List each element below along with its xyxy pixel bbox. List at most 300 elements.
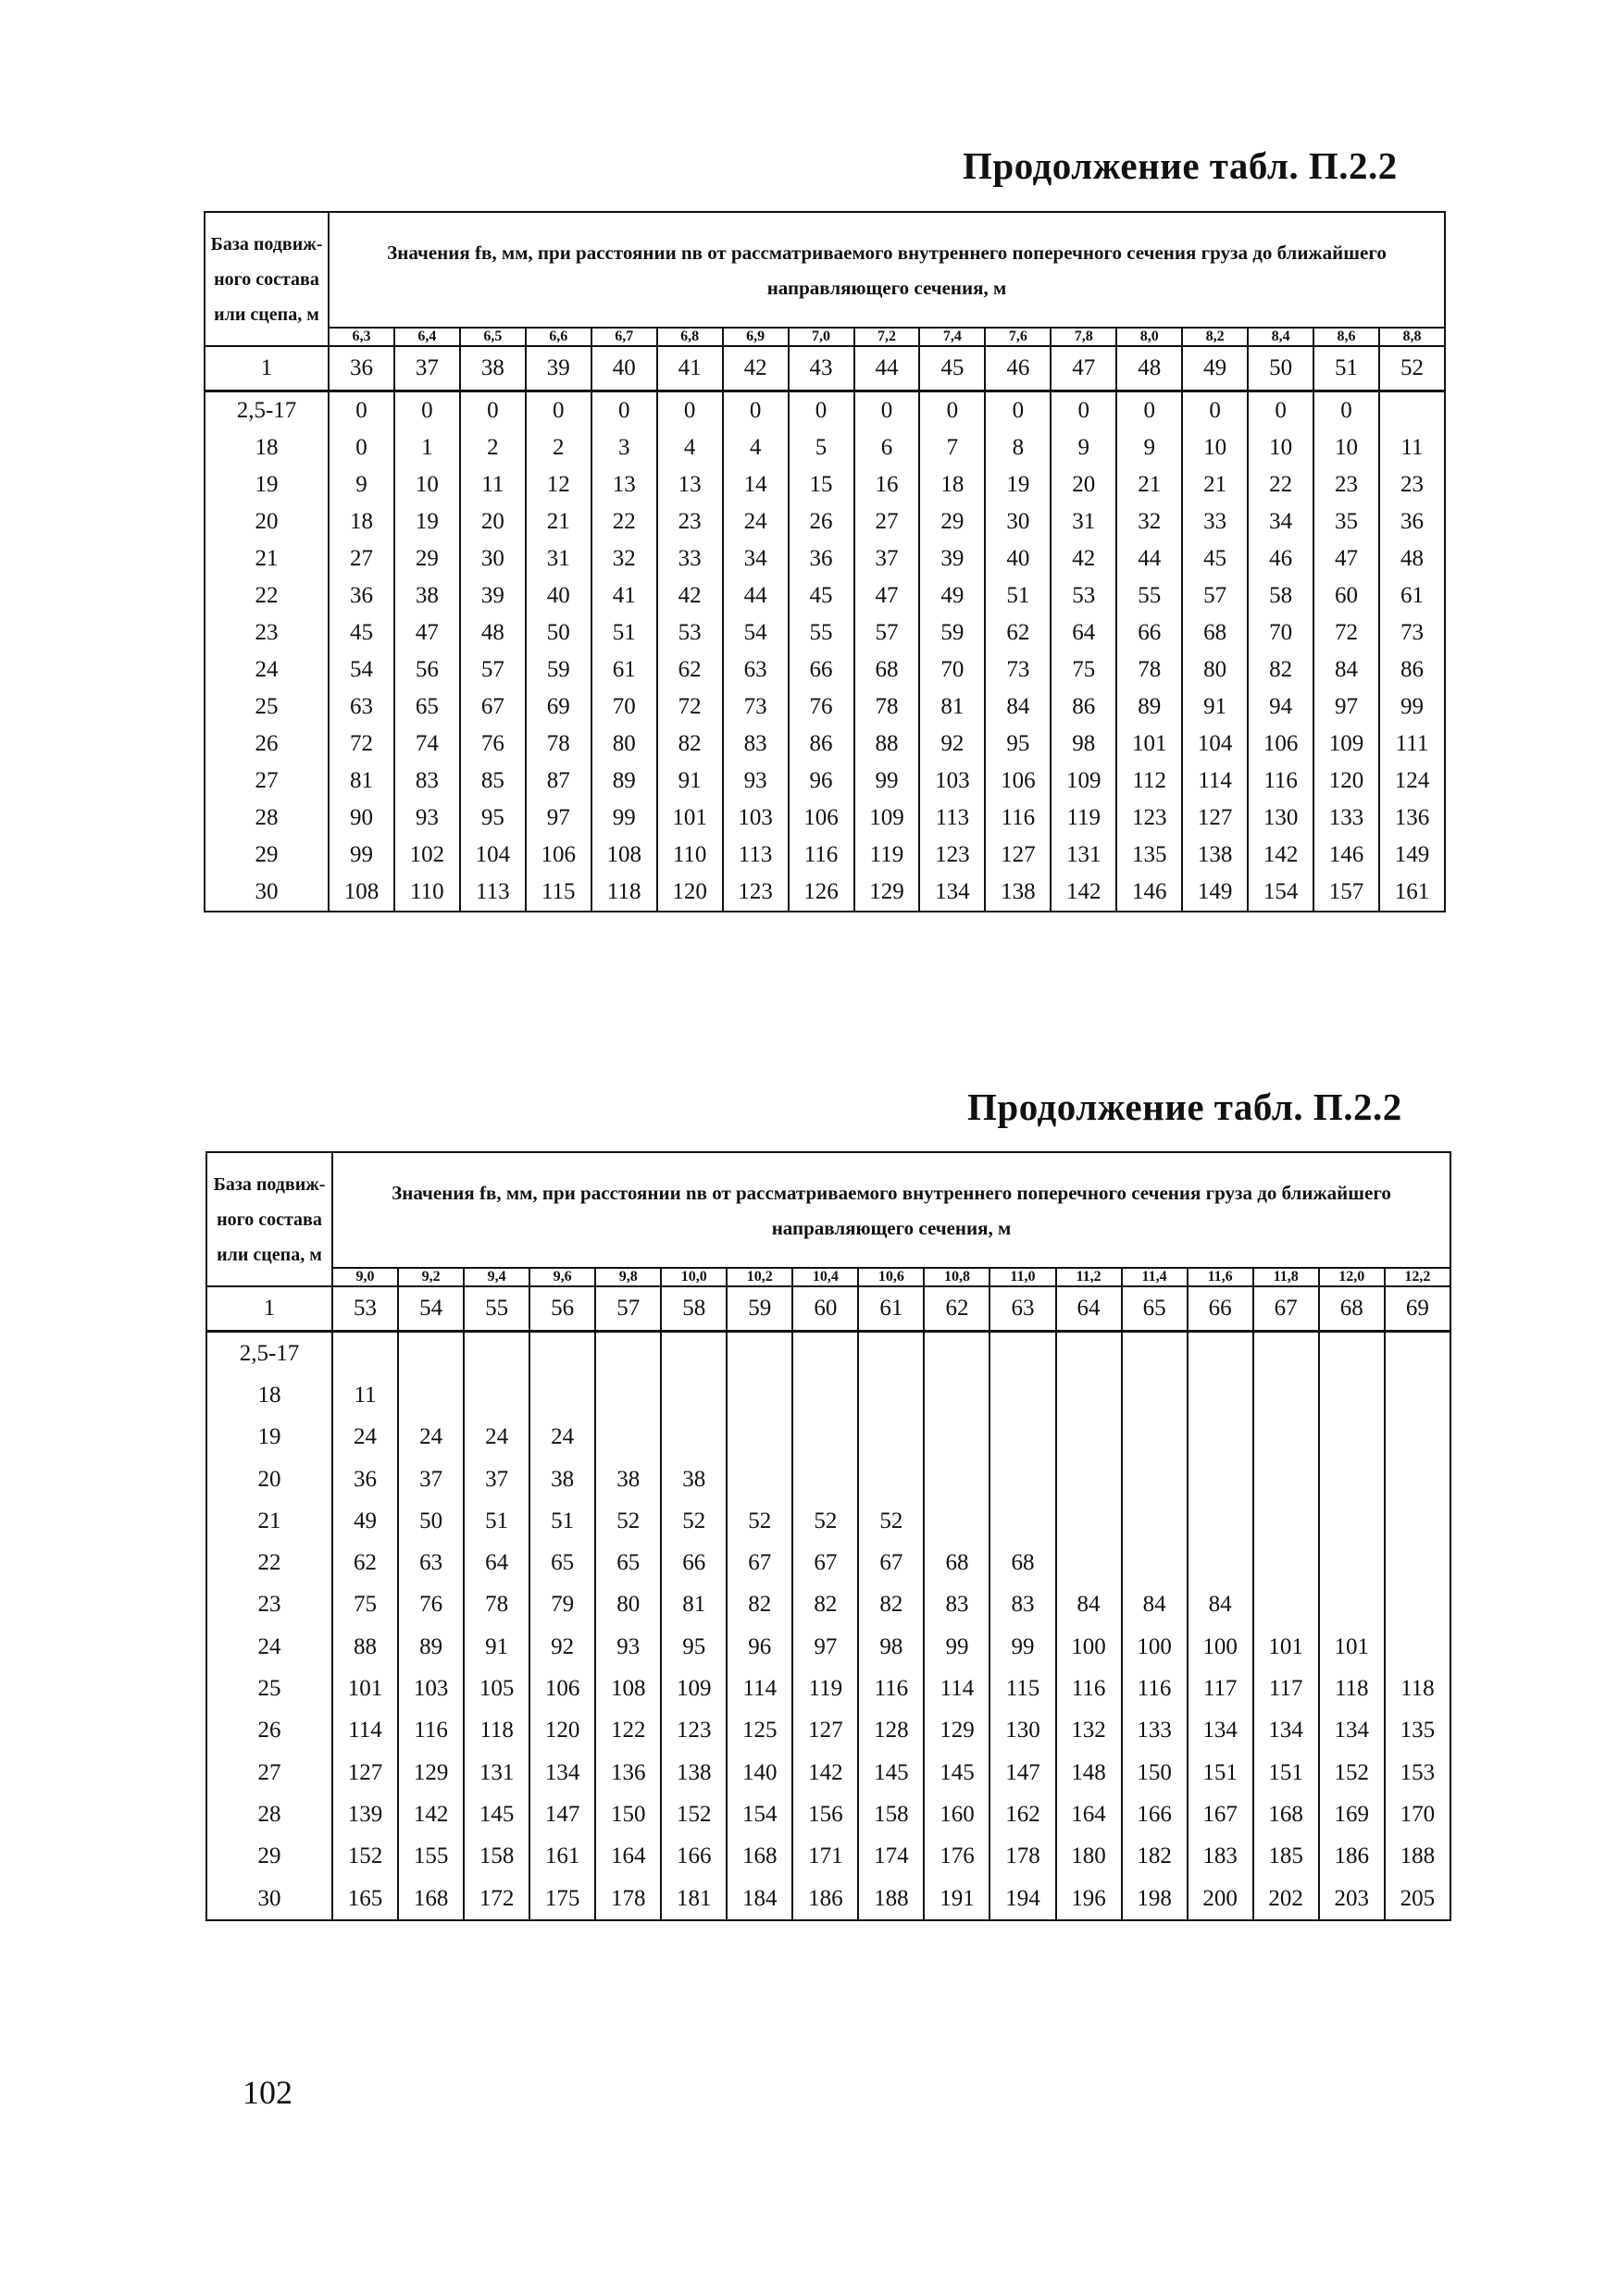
distance-header-cell: 7,2 xyxy=(854,328,920,346)
value-cell: 164 xyxy=(1056,1793,1122,1835)
distance-header-cell: 11,2 xyxy=(1056,1268,1122,1286)
value-cell: 38 xyxy=(529,1458,595,1500)
value-cell: 80 xyxy=(591,726,657,763)
row-label-cell: 20 xyxy=(205,503,329,540)
value-cell: 151 xyxy=(1188,1752,1253,1793)
value-cell: 4 xyxy=(723,429,789,466)
table-row xyxy=(206,1542,1450,1583)
distance-header-cell: 11,0 xyxy=(989,1268,1055,1286)
value-cell: 0 xyxy=(329,391,394,430)
value-cell: 53 xyxy=(1051,577,1116,614)
value-cell: 22 xyxy=(591,503,657,540)
value-cell: 65 xyxy=(595,1542,661,1583)
value-cell: 135 xyxy=(1116,837,1182,874)
value-cell: 168 xyxy=(1253,1793,1319,1835)
value-cell xyxy=(1253,1500,1319,1542)
value-cell: 73 xyxy=(723,689,789,726)
value-cell xyxy=(1319,1332,1385,1375)
value-cell: 86 xyxy=(789,726,854,763)
value-cell: 134 xyxy=(1319,1710,1385,1752)
value-cell xyxy=(1385,1417,1450,1458)
value-cell xyxy=(1385,1458,1450,1500)
value-cell xyxy=(989,1332,1055,1375)
value-cell: 67 xyxy=(792,1542,858,1583)
value-cell: 27 xyxy=(854,503,920,540)
distance-header-cell: 7,8 xyxy=(1051,328,1116,346)
value-cell: 95 xyxy=(661,1626,727,1668)
value-cell xyxy=(1319,1584,1385,1626)
value-cell xyxy=(858,1458,924,1500)
value-cell xyxy=(1319,1458,1385,1500)
value-cell: 152 xyxy=(661,1793,727,1835)
value-cell: 67 xyxy=(858,1542,924,1583)
value-cell: 52 xyxy=(858,1500,924,1542)
table-row xyxy=(206,1417,1450,1458)
value-cell: 115 xyxy=(989,1668,1055,1709)
value-cell: 116 xyxy=(1056,1668,1122,1709)
value-cell xyxy=(989,1417,1055,1458)
value-cell xyxy=(924,1374,989,1416)
value-cell xyxy=(1253,1374,1319,1416)
value-cell: 50 xyxy=(526,614,591,652)
column-index-cell: 68 xyxy=(1319,1286,1385,1332)
value-cell: 20 xyxy=(1051,466,1116,503)
value-cell: 75 xyxy=(332,1584,398,1626)
value-cell: 113 xyxy=(460,874,526,912)
table-row xyxy=(205,652,1445,689)
value-cell: 66 xyxy=(1116,614,1182,652)
value-cell: 130 xyxy=(989,1710,1055,1752)
value-cell: 89 xyxy=(591,763,657,800)
value-cell: 100 xyxy=(1056,1626,1122,1668)
value-cell: 29 xyxy=(919,503,985,540)
value-cell: 97 xyxy=(526,800,591,837)
value-cell: 24 xyxy=(529,1417,595,1458)
column-index-cell: 63 xyxy=(989,1286,1055,1332)
value-cell xyxy=(1122,1500,1188,1542)
value-cell: 129 xyxy=(398,1752,464,1793)
table-row xyxy=(205,614,1445,652)
value-cell xyxy=(1253,1417,1319,1458)
value-cell: 101 xyxy=(1116,726,1182,763)
value-cell xyxy=(1056,1417,1122,1458)
value-cell: 154 xyxy=(1248,874,1313,912)
value-cell: 7 xyxy=(919,429,985,466)
value-cell: 123 xyxy=(723,874,789,912)
value-cell: 151 xyxy=(1253,1752,1319,1793)
value-cell: 94 xyxy=(1248,689,1313,726)
column-index-row xyxy=(206,1286,1450,1332)
column-index-cell: 41 xyxy=(657,346,723,391)
column-index-cell: 44 xyxy=(854,346,920,391)
value-cell xyxy=(727,1332,792,1375)
value-cell: 168 xyxy=(398,1878,464,1920)
column-index-cell: 38 xyxy=(460,346,526,391)
row-label-cell: 26 xyxy=(206,1710,332,1752)
value-cell: 181 xyxy=(661,1878,727,1920)
value-cell: 138 xyxy=(661,1752,727,1793)
value-cell: 33 xyxy=(1182,503,1248,540)
column-index-cell: 67 xyxy=(1253,1286,1319,1332)
column-index-cell: 1 xyxy=(206,1286,332,1332)
value-cell: 84 xyxy=(1313,652,1379,689)
value-cell xyxy=(1056,1332,1122,1375)
value-cell: 88 xyxy=(854,726,920,763)
value-cell: 95 xyxy=(985,726,1051,763)
value-cell: 118 xyxy=(591,874,657,912)
value-cell: 125 xyxy=(727,1710,792,1752)
value-cell: 128 xyxy=(858,1710,924,1752)
value-cell: 140 xyxy=(727,1752,792,1793)
value-cell xyxy=(595,1374,661,1416)
value-cell: 33 xyxy=(657,540,723,577)
value-cell: 47 xyxy=(394,614,460,652)
value-cell: 82 xyxy=(858,1584,924,1626)
value-cell: 52 xyxy=(792,1500,858,1542)
value-cell: 186 xyxy=(792,1878,858,1920)
value-cell: 15 xyxy=(789,466,854,503)
column-index-cell: 50 xyxy=(1248,346,1313,391)
value-cell: 134 xyxy=(919,874,985,912)
value-cell: 172 xyxy=(464,1878,529,1920)
column-index-cell: 49 xyxy=(1182,346,1248,391)
value-cell: 10 xyxy=(1248,429,1313,466)
value-cell: 21 xyxy=(526,503,591,540)
table-row xyxy=(206,1458,1450,1500)
table-row xyxy=(205,577,1445,614)
value-cell: 142 xyxy=(1051,874,1116,912)
value-cell: 84 xyxy=(985,689,1051,726)
row-label-cell: 25 xyxy=(205,689,329,726)
value-cell: 102 xyxy=(394,837,460,874)
value-cell: 70 xyxy=(591,689,657,726)
value-cell xyxy=(727,1374,792,1416)
table-row xyxy=(205,874,1445,912)
row-label-cell: 18 xyxy=(206,1374,332,1416)
value-cell: 0 xyxy=(394,391,460,430)
value-cell: 97 xyxy=(792,1626,858,1668)
value-cell: 101 xyxy=(332,1668,398,1709)
value-cell: 170 xyxy=(1385,1793,1450,1835)
table-row xyxy=(206,1668,1450,1709)
value-cell: 75 xyxy=(1051,652,1116,689)
value-cell: 152 xyxy=(332,1836,398,1878)
value-cell: 63 xyxy=(723,652,789,689)
value-cell xyxy=(1188,1458,1253,1500)
value-cell xyxy=(661,1332,727,1375)
row-label-cell: 2,5-17 xyxy=(205,391,329,430)
value-cell: 131 xyxy=(464,1752,529,1793)
value-cell: 3 xyxy=(591,429,657,466)
value-cell: 196 xyxy=(1056,1878,1122,1920)
value-cell: 76 xyxy=(789,689,854,726)
value-cell: 133 xyxy=(1122,1710,1188,1752)
value-cell: 142 xyxy=(398,1793,464,1835)
value-cell: 74 xyxy=(394,726,460,763)
value-cell: 34 xyxy=(1248,503,1313,540)
value-cell: 114 xyxy=(1182,763,1248,800)
value-cell: 130 xyxy=(1248,800,1313,837)
value-cell: 115 xyxy=(526,874,591,912)
table-row xyxy=(206,1836,1450,1878)
column-index-cell: 57 xyxy=(595,1286,661,1332)
value-cell: 119 xyxy=(1051,800,1116,837)
value-cell: 158 xyxy=(464,1836,529,1878)
value-cell: 10 xyxy=(1182,429,1248,466)
value-cell: 38 xyxy=(661,1458,727,1500)
value-cell: 26 xyxy=(789,503,854,540)
value-cell: 168 xyxy=(727,1836,792,1878)
value-cell: 55 xyxy=(789,614,854,652)
value-cell xyxy=(1122,1417,1188,1458)
row-label-cell: 24 xyxy=(206,1626,332,1668)
value-cell: 136 xyxy=(595,1752,661,1793)
distance-header-cell: 10,2 xyxy=(727,1268,792,1286)
value-cell xyxy=(924,1458,989,1500)
distance-header-cell: 6,9 xyxy=(723,328,789,346)
value-cell: 164 xyxy=(595,1836,661,1878)
value-cell: 119 xyxy=(854,837,920,874)
value-cell: 116 xyxy=(789,837,854,874)
value-cell: 38 xyxy=(595,1458,661,1500)
value-cell xyxy=(529,1332,595,1375)
value-cell: 82 xyxy=(727,1584,792,1626)
data-table xyxy=(205,1151,1451,1921)
value-cell: 118 xyxy=(1319,1668,1385,1709)
value-cell: 41 xyxy=(591,577,657,614)
value-cell xyxy=(1056,1500,1122,1542)
value-cell: 85 xyxy=(460,763,526,800)
table-row xyxy=(206,1500,1450,1542)
value-cell: 0 xyxy=(329,429,394,466)
value-cell: 8 xyxy=(985,429,1051,466)
distance-header-cell: 6,7 xyxy=(591,328,657,346)
value-cell: 202 xyxy=(1253,1878,1319,1920)
distance-header-cell: 9,2 xyxy=(398,1268,464,1286)
row-label-cell: 30 xyxy=(206,1878,332,1920)
page-number: 102 xyxy=(243,2074,292,2111)
value-cell: 145 xyxy=(924,1752,989,1793)
value-cell: 0 xyxy=(919,391,985,430)
table-body xyxy=(205,391,1445,912)
value-cell: 145 xyxy=(464,1793,529,1835)
value-cell xyxy=(858,1374,924,1416)
value-cell: 178 xyxy=(595,1878,661,1920)
row-label-cell: 27 xyxy=(205,763,329,800)
distance-header-cell: 10,0 xyxy=(661,1268,727,1286)
value-cell: 40 xyxy=(526,577,591,614)
value-cell: 78 xyxy=(464,1584,529,1626)
value-cell: 27 xyxy=(329,540,394,577)
column-index-cell: 62 xyxy=(924,1286,989,1332)
row-label-cell: 18 xyxy=(205,429,329,466)
row-label-cell: 28 xyxy=(205,800,329,837)
column-index-cell: 64 xyxy=(1056,1286,1122,1332)
value-cell: 46 xyxy=(1248,540,1313,577)
column-index-cell: 36 xyxy=(329,346,394,391)
value-cell: 167 xyxy=(1188,1793,1253,1835)
value-cell: 180 xyxy=(1056,1836,1122,1878)
column-index-cell: 51 xyxy=(1313,346,1379,391)
value-cell: 183 xyxy=(1188,1836,1253,1878)
distance-header-cell: 9,8 xyxy=(595,1268,661,1286)
value-cell: 59 xyxy=(919,614,985,652)
table-caption: Продолжение табл. П.2.2 xyxy=(967,1086,1402,1128)
value-cell xyxy=(1188,1417,1253,1458)
value-cell: 205 xyxy=(1385,1878,1450,1920)
value-cell: 52 xyxy=(727,1500,792,1542)
value-cell: 184 xyxy=(727,1878,792,1920)
row-label-cell: 23 xyxy=(205,614,329,652)
value-cell: 65 xyxy=(529,1542,595,1583)
value-cell xyxy=(1319,1542,1385,1583)
value-cell: 157 xyxy=(1313,874,1379,912)
column-index-cell: 39 xyxy=(526,346,591,391)
value-cell: 109 xyxy=(1313,726,1379,763)
value-cell xyxy=(1379,391,1445,430)
value-cell: 31 xyxy=(526,540,591,577)
value-cell xyxy=(1188,1332,1253,1375)
distance-header-cell: 8,4 xyxy=(1248,328,1313,346)
value-cell: 32 xyxy=(591,540,657,577)
value-cell: 68 xyxy=(854,652,920,689)
value-cell: 142 xyxy=(792,1752,858,1793)
value-cell: 191 xyxy=(924,1878,989,1920)
table-row xyxy=(206,1626,1450,1668)
value-cell: 120 xyxy=(1313,763,1379,800)
row-label-cell: 2,5-17 xyxy=(206,1332,332,1375)
value-cell: 103 xyxy=(919,763,985,800)
value-cell xyxy=(792,1458,858,1500)
value-cell: 45 xyxy=(1182,540,1248,577)
value-cell xyxy=(1385,1500,1450,1542)
value-cell: 24 xyxy=(398,1417,464,1458)
value-cell: 67 xyxy=(727,1542,792,1583)
value-cell: 38 xyxy=(394,577,460,614)
value-cell: 134 xyxy=(1253,1710,1319,1752)
value-cell: 56 xyxy=(394,652,460,689)
value-cell: 95 xyxy=(460,800,526,837)
value-cell: 124 xyxy=(1379,763,1445,800)
value-cell: 147 xyxy=(989,1752,1055,1793)
value-cell: 64 xyxy=(1051,614,1116,652)
column-index-cell: 46 xyxy=(985,346,1051,391)
value-cell xyxy=(398,1332,464,1375)
value-cell: 35 xyxy=(1313,503,1379,540)
value-cell: 72 xyxy=(1313,614,1379,652)
value-cell: 42 xyxy=(1051,540,1116,577)
distance-header-cell: 9,4 xyxy=(464,1268,529,1286)
row-label-cell: 19 xyxy=(206,1417,332,1458)
value-cell xyxy=(1385,1332,1450,1375)
value-cell: 161 xyxy=(529,1836,595,1878)
value-cell: 0 xyxy=(1313,391,1379,430)
column-index-cell: 47 xyxy=(1051,346,1116,391)
value-cell xyxy=(1056,1374,1122,1416)
value-cell: 51 xyxy=(985,577,1051,614)
value-cell: 98 xyxy=(858,1626,924,1668)
value-cell: 120 xyxy=(657,874,723,912)
table-row xyxy=(206,1710,1450,1752)
value-cell: 123 xyxy=(1116,800,1182,837)
value-cell: 52 xyxy=(595,1500,661,1542)
value-cell: 61 xyxy=(591,652,657,689)
value-cell: 123 xyxy=(661,1710,727,1752)
value-cell: 1 xyxy=(394,429,460,466)
column-index-cell: 61 xyxy=(858,1286,924,1332)
row-label-cell: 21 xyxy=(206,1500,332,1542)
value-cell: 50 xyxy=(398,1500,464,1542)
row-label-cell: 29 xyxy=(206,1836,332,1878)
value-cell: 83 xyxy=(723,726,789,763)
value-cell: 76 xyxy=(398,1584,464,1626)
row-label-cell: 20 xyxy=(206,1458,332,1500)
value-cell: 110 xyxy=(394,874,460,912)
value-cell: 155 xyxy=(398,1836,464,1878)
value-cell: 79 xyxy=(529,1584,595,1626)
distance-header-cell: 8,6 xyxy=(1313,328,1379,346)
value-cell: 82 xyxy=(1248,652,1313,689)
value-cell: 186 xyxy=(1319,1836,1385,1878)
value-cell: 108 xyxy=(595,1668,661,1709)
table-row xyxy=(205,726,1445,763)
value-cell: 45 xyxy=(329,614,394,652)
value-cell xyxy=(332,1332,398,1375)
value-cell: 203 xyxy=(1319,1878,1385,1920)
row-label-cell: 26 xyxy=(205,726,329,763)
value-cell xyxy=(1188,1374,1253,1416)
value-cell: 36 xyxy=(329,577,394,614)
value-cell: 81 xyxy=(919,689,985,726)
value-cell: 78 xyxy=(854,689,920,726)
value-cell: 31 xyxy=(1051,503,1116,540)
table-row xyxy=(206,1584,1450,1626)
value-cell: 149 xyxy=(1182,874,1248,912)
value-cell: 4 xyxy=(657,429,723,466)
value-cell: 96 xyxy=(789,763,854,800)
table-row xyxy=(205,429,1445,466)
value-cell: 10 xyxy=(1313,429,1379,466)
value-cell: 109 xyxy=(1051,763,1116,800)
value-cell: 133 xyxy=(1313,800,1379,837)
table-row xyxy=(205,689,1445,726)
value-cell: 65 xyxy=(394,689,460,726)
value-cell: 132 xyxy=(1056,1710,1122,1752)
table-row xyxy=(205,800,1445,837)
column-index-cell: 42 xyxy=(723,346,789,391)
row-label-cell: 30 xyxy=(205,874,329,912)
value-cell xyxy=(792,1417,858,1458)
value-cell: 138 xyxy=(1182,837,1248,874)
value-cell: 44 xyxy=(1116,540,1182,577)
value-cell: 120 xyxy=(529,1710,595,1752)
value-cell: 0 xyxy=(657,391,723,430)
value-cell: 54 xyxy=(723,614,789,652)
value-cell: 118 xyxy=(1385,1668,1450,1709)
value-cell: 178 xyxy=(989,1836,1055,1878)
value-cell: 129 xyxy=(854,874,920,912)
value-cell: 116 xyxy=(1248,763,1313,800)
distance-header-cell: 7,0 xyxy=(789,328,854,346)
value-cell: 166 xyxy=(1122,1793,1188,1835)
column-index-cell: 40 xyxy=(591,346,657,391)
value-cell: 53 xyxy=(657,614,723,652)
value-cell: 73 xyxy=(985,652,1051,689)
column-index-cell: 55 xyxy=(464,1286,529,1332)
value-cell: 99 xyxy=(329,837,394,874)
value-cell: 73 xyxy=(1379,614,1445,652)
column-index-cell: 69 xyxy=(1385,1286,1450,1332)
